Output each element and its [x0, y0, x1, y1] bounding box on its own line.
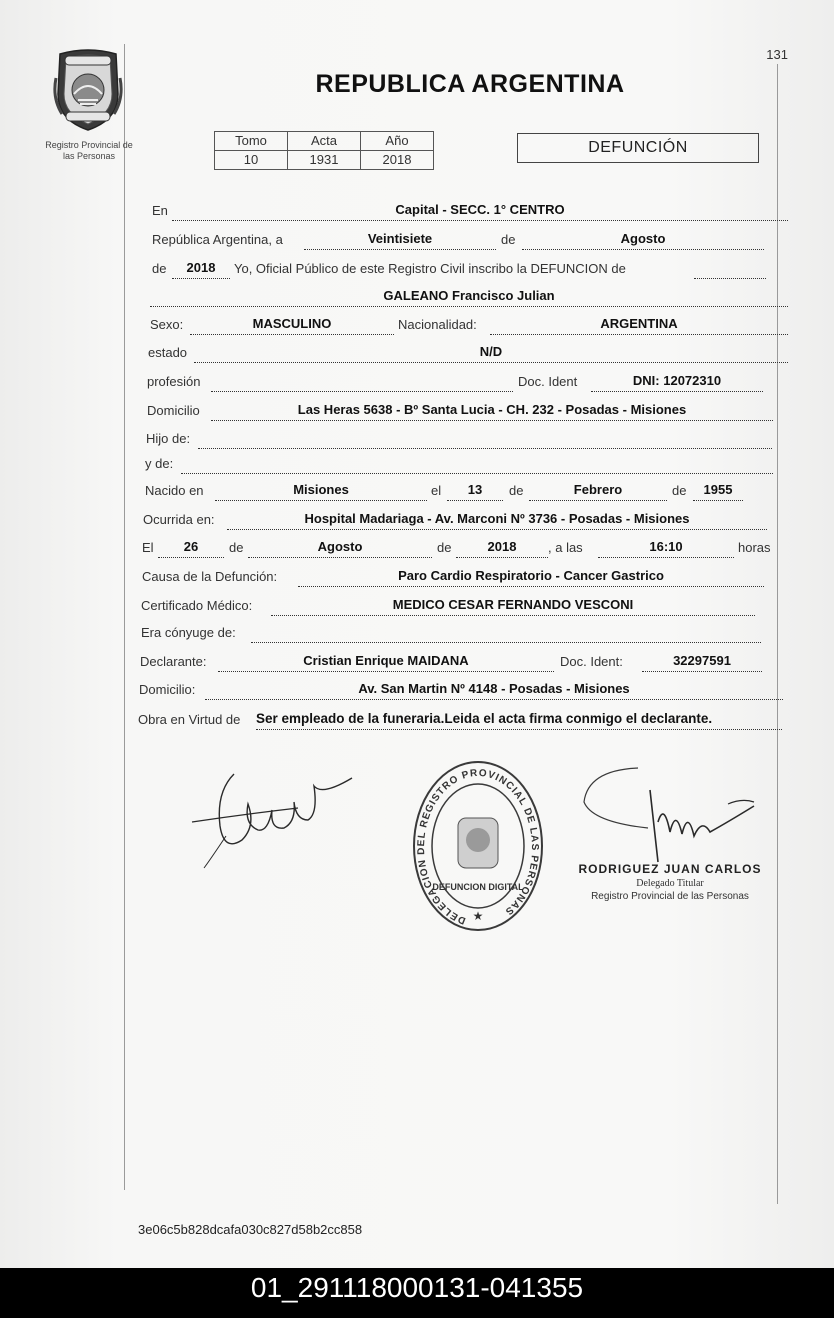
reference-value-row — [215, 151, 434, 170]
star-icon: ★ — [472, 909, 484, 923]
estado-field — [194, 342, 788, 363]
document-hash: 3e06c5b828dcafa030c827d58b2cc858 — [138, 1222, 363, 1237]
sexo-label: Sexo: — [150, 317, 184, 332]
ocurrida-label: Ocurrida en: — [143, 512, 215, 527]
declarante-field — [218, 651, 554, 672]
nacido-label: Nacido en — [145, 483, 204, 498]
certificado-field — [271, 595, 755, 616]
obra-value: Ser empleado de la funeraria.Leida el acta firma conmigo el declarante. — [256, 711, 713, 726]
certificate-row — [141, 594, 755, 616]
causa-field — [298, 566, 764, 587]
nacido-field — [215, 480, 427, 501]
left-margin-line — [124, 44, 125, 1190]
domicilio-value: Las Heras 5638 - Bº Santa Lucia - CH. 232 - Posadas - Misiones — [297, 402, 687, 417]
registry-name-line1: Registro Provincial de — [45, 140, 133, 150]
birth-day-field — [447, 480, 503, 501]
sex-nationality-row — [150, 313, 788, 335]
reference-header-row — [215, 132, 434, 151]
death-month-field — [248, 537, 432, 558]
birth-de1-label: de — [509, 483, 524, 498]
place-label: En — [152, 203, 168, 218]
deceased-name-field — [150, 286, 788, 307]
de-year-label: de — [152, 261, 167, 276]
death-month-value: Agosto — [317, 539, 363, 554]
doc-ident-value: DNI: 12072310 — [632, 373, 722, 388]
statement-blank — [694, 258, 766, 279]
day-value: Veintisiete — [367, 231, 433, 246]
civil-status-row — [148, 341, 788, 363]
registry-name — [28, 140, 150, 162]
nacido-value: Misiones — [293, 482, 349, 497]
death-de2-label: de — [437, 540, 452, 555]
death-year-value: 2018 — [487, 539, 517, 554]
cause-row — [142, 565, 764, 587]
yde-label: y de: — [145, 456, 174, 471]
month-field — [522, 229, 764, 250]
death-day-value: 26 — [183, 539, 199, 554]
statement-row — [152, 257, 772, 279]
domicilio-label: Domicilio — [147, 403, 200, 418]
anio-value: 2018 — [361, 151, 434, 170]
document-type-box: DEFUNCIÓN — [517, 133, 759, 163]
tomo-value: 10 — [215, 151, 288, 170]
nacionalidad-field — [490, 314, 788, 335]
declarant-signature — [186, 756, 362, 874]
declarant-address-row — [139, 678, 783, 700]
statement-text: Yo, Oficial Público de este Registro Civil inscribo la DEFUNCION de — [234, 261, 626, 276]
month-value: Agosto — [620, 231, 666, 246]
sexo-value: MASCULINO — [252, 316, 332, 331]
sexo-field — [190, 314, 394, 335]
doc-ident2-label: Doc. Ident: — [560, 654, 623, 669]
birth-day-value: 13 — [467, 482, 483, 497]
tomo-header: Tomo — [215, 132, 288, 151]
stamp-inner-text: DEFUNCION DIGITAL — [432, 882, 524, 892]
anio-header: Año — [361, 132, 434, 151]
place-value: Capital - SECC. 1° CENTRO — [395, 202, 565, 217]
yde-field — [181, 453, 773, 474]
death-year-field — [456, 537, 548, 558]
nacionalidad-label: Nacionalidad: — [398, 317, 477, 332]
birth-de2-label: de — [672, 483, 687, 498]
republica-label: República Argentina, a — [152, 232, 283, 247]
el-death-label: El — [142, 540, 154, 555]
conyuge-field — [251, 622, 761, 643]
misiones-province-seal-icon — [52, 48, 124, 132]
page-number: 131 — [766, 47, 788, 62]
profession-row — [147, 370, 769, 392]
profesion-label: profesión — [147, 374, 201, 389]
registry-name-line2: las Personas — [62, 151, 116, 161]
doc-ident2-value: 32297591 — [673, 653, 731, 668]
horas-label: horas — [738, 540, 771, 555]
doc-ident-label: Doc. Ident — [518, 374, 578, 389]
death-time-field — [598, 537, 734, 558]
acta-header: Acta — [288, 132, 361, 151]
death-date-row — [142, 536, 774, 558]
domicilio-field — [211, 400, 773, 421]
conyuge-label: Era cónyuge de: — [141, 625, 236, 640]
officer-signature — [578, 762, 758, 872]
death-time-value: 16:10 — [649, 539, 683, 554]
certificado-label: Certificado Médico: — [141, 598, 253, 613]
death-day-field — [158, 537, 224, 558]
birth-year-value: 1955 — [703, 482, 733, 497]
estado-label: estado — [148, 345, 188, 360]
profesion-field — [211, 371, 513, 392]
year-field — [172, 258, 230, 279]
ocurrida-field — [227, 509, 767, 530]
officer-name: RODRIGUEZ JUAN CARLOS — [578, 862, 762, 876]
causa-label: Causa de la Defunción: — [142, 569, 278, 584]
hijo-field — [198, 428, 772, 449]
official-stamp — [412, 760, 544, 932]
declarante-value: Cristian Enrique MAIDANA — [303, 653, 469, 668]
birth-month-value: Febrero — [573, 482, 623, 497]
de-label: de — [501, 232, 516, 247]
day-field — [304, 229, 496, 250]
alas-label: , a las — [548, 540, 583, 555]
domicilio2-field — [205, 679, 783, 700]
scan-footer: 01_291118000131-041355 — [0, 1268, 834, 1318]
hijo-label: Hijo de: — [146, 431, 191, 446]
birth-row — [145, 479, 745, 501]
acta-value: 1931 — [288, 151, 361, 170]
el-label: el — [431, 483, 442, 498]
doc-ident2-field — [642, 651, 762, 672]
obra-label: Obra en Virtud de — [138, 712, 241, 727]
officer-role: Delegado Titular — [636, 878, 704, 889]
father-row — [146, 427, 772, 449]
nacionalidad-value: ARGENTINA — [600, 316, 678, 331]
deceased-name-value: GALEANO Francisco Julian — [383, 288, 555, 303]
obra-field — [256, 709, 782, 730]
place-field — [172, 200, 788, 221]
date-row — [152, 228, 788, 250]
place-row — [152, 199, 788, 221]
officer-block — [560, 862, 780, 902]
mother-row — [145, 452, 773, 474]
deceased-name-row — [150, 285, 788, 307]
declarante-label: Declarante: — [140, 654, 207, 669]
year-value: 2018 — [186, 260, 216, 275]
spouse-row — [141, 621, 761, 643]
ocurrida-value: Hospital Madariaga - Av. Marconi Nº 3736 - Posadas - Misiones — [304, 511, 690, 526]
officer-org: Registro Provincial de las Personas — [591, 891, 749, 902]
birth-month-field — [529, 480, 667, 501]
reason-row — [138, 708, 782, 730]
reference-table — [214, 131, 434, 170]
death-de1-label: de — [229, 540, 244, 555]
birth-year-field — [693, 480, 743, 501]
death-place-row — [143, 508, 767, 530]
certificado-value: MEDICO CESAR FERNANDO VESCONI — [392, 597, 634, 612]
declarant-row — [140, 650, 764, 672]
domicilio2-value: Av. San Martin Nº 4148 - Posadas - Misiones — [358, 681, 630, 696]
address-row — [147, 399, 773, 421]
page-title: REPUBLICA ARGENTINA — [315, 70, 625, 98]
stamp-outer-text: DELEGACION DEL REGISTRO PROVINCIAL DE LAS PERSONAS — [415, 767, 541, 926]
doc-ident-field — [591, 371, 763, 392]
domicilio2-label: Domicilio: — [139, 682, 196, 697]
causa-value: Paro Cardio Respiratorio - Cancer Gastrico — [398, 568, 664, 583]
estado-value: N/D — [479, 344, 503, 359]
